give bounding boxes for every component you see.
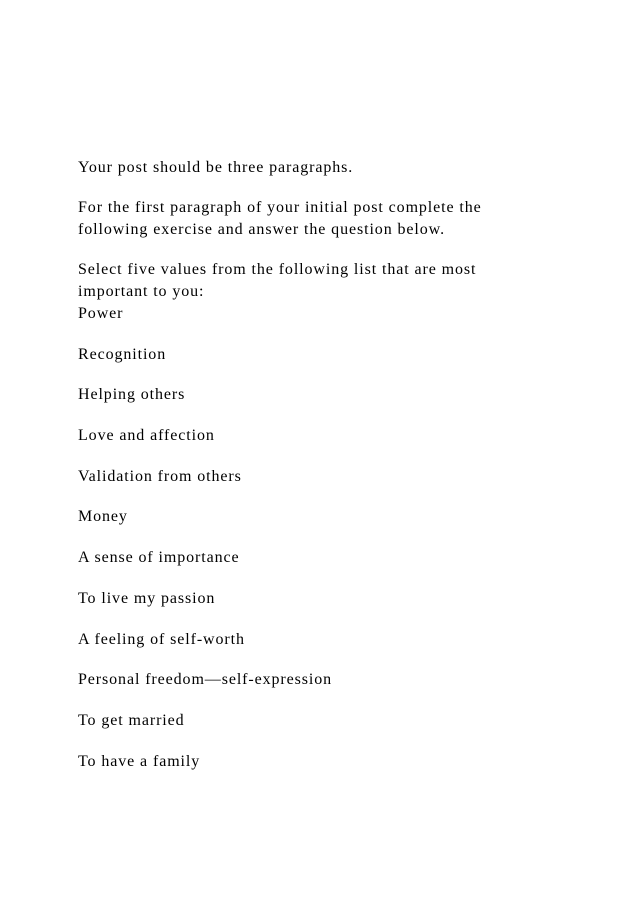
select-line: Select five values from the following list that are most (78, 261, 477, 278)
instruction-paragraph (78, 197, 598, 241)
value-item: Helping others (78, 386, 186, 404)
select-line: important to you: (78, 283, 205, 300)
value-item: To live my passion (78, 589, 216, 607)
instruction-line: following exercise and answer the question below. (78, 221, 445, 238)
instruction-line: For the first paragraph of your initial post complete the (78, 199, 482, 216)
value-item: A sense of importance (78, 549, 240, 567)
intro-paragraph: Your post should be three paragraphs. (78, 159, 354, 176)
value-item: A feeling of self-worth (78, 630, 245, 648)
document-body (78, 157, 598, 773)
value-item: To get married (78, 711, 185, 729)
value-item: Love and affection (78, 427, 215, 445)
select-paragraph (78, 259, 598, 303)
value-item: Power (78, 305, 124, 322)
value-item: To have a family (78, 752, 201, 770)
value-item: Validation from others (78, 467, 242, 485)
values-list (78, 303, 598, 773)
value-item: Recognition (78, 345, 167, 363)
value-item: Personal freedom—self-expression (78, 671, 333, 689)
value-item: Money (78, 508, 128, 526)
